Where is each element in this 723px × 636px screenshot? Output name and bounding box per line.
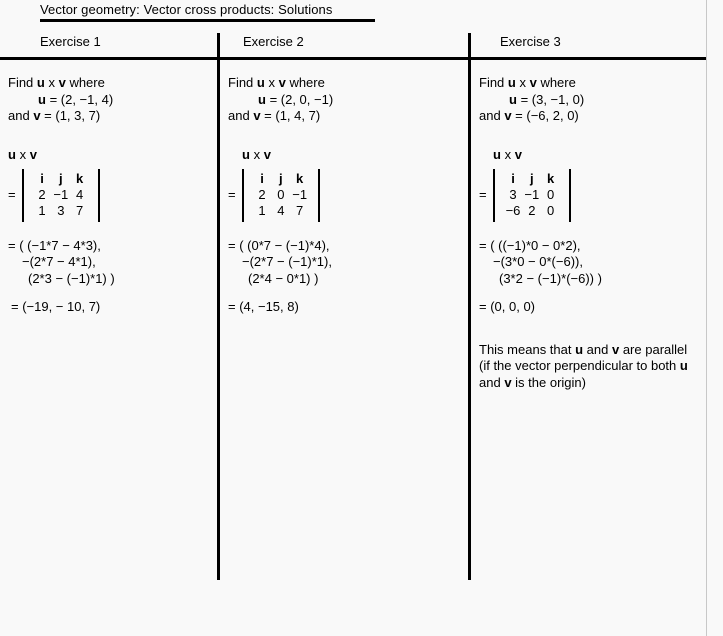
expansion-line: −(3*0 − 0*(−6)), <box>493 254 583 269</box>
result-3: = (0, 0, 0) <box>479 299 535 314</box>
expansion-line: (2*3 − (−1)*1) ) <box>28 270 115 286</box>
vector-v-value: = (1, 3, 7) <box>40 108 101 123</box>
text-fragment: is the origin) <box>511 374 586 390</box>
vector-u-symbol: u <box>493 146 501 162</box>
expansion-line: (3*2 − (−1)*(−6)) ) <box>499 270 602 286</box>
equals-sign: = <box>479 187 487 202</box>
det-v-x: −6 <box>505 202 521 218</box>
vector-u-value: = (2, 0, −1) <box>265 91 334 107</box>
explanatory-note <box>479 342 697 392</box>
det-v-y: 3 <box>57 202 65 218</box>
det-unit-i: i <box>40 170 44 186</box>
det-unit-i: i <box>511 170 515 186</box>
det-u-z: −1 <box>292 186 308 202</box>
text-fragment: are parallel (if the vector perpendicular to both <box>479 341 688 373</box>
cross-symbol: x <box>515 75 530 90</box>
expansion-line: = ( ((−1)*0 − 0*2), <box>479 237 581 253</box>
vector-v-symbol: v <box>529 75 537 90</box>
expansion-line: (2*4 − 0*1) ) <box>248 270 319 286</box>
det-v-y: 4 <box>277 202 285 218</box>
vector-u-symbol: u <box>36 75 45 90</box>
determinant-bar-right <box>98 169 100 222</box>
expansion-3 <box>479 238 704 288</box>
text-fragment: Find <box>479 75 508 90</box>
determinant-brackets <box>493 169 571 222</box>
vector-v-symbol: v <box>514 146 522 162</box>
vector-v-symbol: v <box>263 146 271 162</box>
det-u-z: 0 <box>547 186 555 202</box>
vector-v-symbol: v <box>58 75 66 90</box>
exercise-column-1 <box>8 60 213 316</box>
det-v-x: 1 <box>258 202 266 218</box>
determinant-brackets <box>242 169 320 222</box>
cross-product-label-3 <box>479 147 704 162</box>
vector-v-symbol: v <box>504 374 512 390</box>
cross-product-label-2 <box>228 147 463 162</box>
column-divider-2 <box>468 33 471 580</box>
expansion-2 <box>228 238 463 288</box>
page-title <box>40 2 375 22</box>
det-u-x: 2 <box>38 186 46 202</box>
problem-line-2 <box>8 92 213 109</box>
text-fragment: and <box>8 108 34 123</box>
det-unit-i: i <box>260 170 264 186</box>
cross-symbol: x <box>249 146 264 162</box>
det-v-z: 0 <box>547 202 555 218</box>
determinant-1 <box>8 169 213 222</box>
problem-statement-3 <box>479 75 704 125</box>
determinant-grid <box>244 169 318 222</box>
det-v-y: 2 <box>528 202 536 218</box>
expansion-line: −(2*7 − 4*1), <box>22 254 96 269</box>
vector-v-symbol: v <box>278 75 286 90</box>
det-unit-k: k <box>296 170 304 186</box>
exercise-header-row <box>0 33 706 58</box>
exercise-column-2 <box>228 60 463 316</box>
vector-v-symbol: v <box>504 108 512 123</box>
text-fragment: where <box>536 75 576 90</box>
vector-u-symbol: u <box>8 146 16 162</box>
cross-symbol: x <box>264 75 279 90</box>
vector-u-symbol: u <box>256 75 265 90</box>
cross-symbol: x <box>15 146 30 162</box>
det-u-x: 2 <box>258 186 266 202</box>
vector-v-value: = (−6, 2, 0) <box>511 108 579 123</box>
text-fragment: and <box>479 108 505 123</box>
det-u-x: 3 <box>509 186 517 202</box>
title-underline <box>40 19 375 22</box>
det-u-y: −1 <box>53 186 69 202</box>
text-fragment: Find <box>228 75 257 90</box>
determinant-3 <box>479 169 704 222</box>
page-title-text: Vector geometry: Vector cross products: Solutions <box>40 2 333 17</box>
text-fragment: Find <box>8 75 37 90</box>
problem-line-3 <box>228 108 463 125</box>
det-u-y: −1 <box>524 186 540 202</box>
vector-u-symbol: u <box>509 91 517 107</box>
det-unit-k: k <box>547 170 555 186</box>
result-1: = (−19, − 10, 7) <box>11 299 101 314</box>
problem-line-2 <box>228 92 463 109</box>
problem-line-1 <box>228 75 463 92</box>
exercise-header-3: Exercise 3 <box>500 34 561 49</box>
det-unit-j: j <box>59 170 63 186</box>
cross-symbol: x <box>500 146 515 162</box>
cross-product-label-1 <box>8 147 213 162</box>
vector-u-symbol: u <box>507 75 516 90</box>
problem-line-2 <box>479 92 704 109</box>
vector-v-symbol: v <box>33 108 41 123</box>
vector-u-value: = (3, −1, 0) <box>516 91 585 107</box>
exercise-header-1: Exercise 1 <box>40 34 101 49</box>
determinant-bar-right <box>569 169 571 222</box>
det-u-y: 0 <box>277 186 285 202</box>
det-unit-k: k <box>76 170 84 186</box>
vector-u-value: = (2, −1, 4) <box>45 91 114 107</box>
det-unit-j: j <box>530 170 534 186</box>
vector-u-symbol: u <box>242 146 250 162</box>
expansion-line: = ( (−1*7 − 4*3), <box>8 237 101 253</box>
expansion-1 <box>8 238 213 288</box>
determinant-grid <box>495 169 569 222</box>
det-v-z: 7 <box>76 202 84 218</box>
equals-sign: = <box>8 187 16 202</box>
text-fragment: and <box>479 374 505 390</box>
problem-line-1 <box>8 75 213 92</box>
determinant-brackets <box>22 169 100 222</box>
equals-sign: = <box>228 187 236 202</box>
determinant-bar-right <box>318 169 320 222</box>
problem-statement-1 <box>8 75 213 125</box>
problem-line-3 <box>8 108 213 125</box>
det-v-x: 1 <box>38 202 46 218</box>
det-v-z: 7 <box>296 202 304 218</box>
vector-u-symbol: u <box>38 91 46 107</box>
text-fragment: where <box>65 75 105 90</box>
exercise-column-3 <box>479 60 704 391</box>
problem-statement-2 <box>228 75 463 125</box>
vector-v-symbol: v <box>253 108 261 123</box>
exercise-header-2: Exercise 2 <box>243 34 304 49</box>
determinant-grid <box>24 169 98 222</box>
expansion-line: −(2*7 − (−1)*1), <box>242 254 332 269</box>
vector-u-symbol: u <box>258 91 266 107</box>
det-unit-j: j <box>279 170 283 186</box>
text-fragment: and <box>583 341 612 357</box>
text-fragment: where <box>285 75 325 90</box>
problem-line-3 <box>479 108 704 125</box>
text-fragment: and <box>228 108 254 123</box>
vector-v-symbol: v <box>29 146 37 162</box>
vector-u-symbol: u <box>575 341 584 357</box>
expansion-line: = ( (0*7 − (−1)*4), <box>228 237 330 253</box>
vector-v-value: = (1, 4, 7) <box>260 108 321 123</box>
problem-line-1 <box>479 75 704 92</box>
result-2: = (4, −15, 8) <box>228 299 299 314</box>
vector-v-symbol: v <box>611 341 620 357</box>
cross-symbol: x <box>44 75 59 90</box>
text-fragment: This means that <box>479 341 576 357</box>
det-u-z: 4 <box>76 186 84 202</box>
determinant-2 <box>228 169 463 222</box>
vector-u-symbol: u <box>679 358 688 373</box>
column-divider-1 <box>217 33 220 580</box>
